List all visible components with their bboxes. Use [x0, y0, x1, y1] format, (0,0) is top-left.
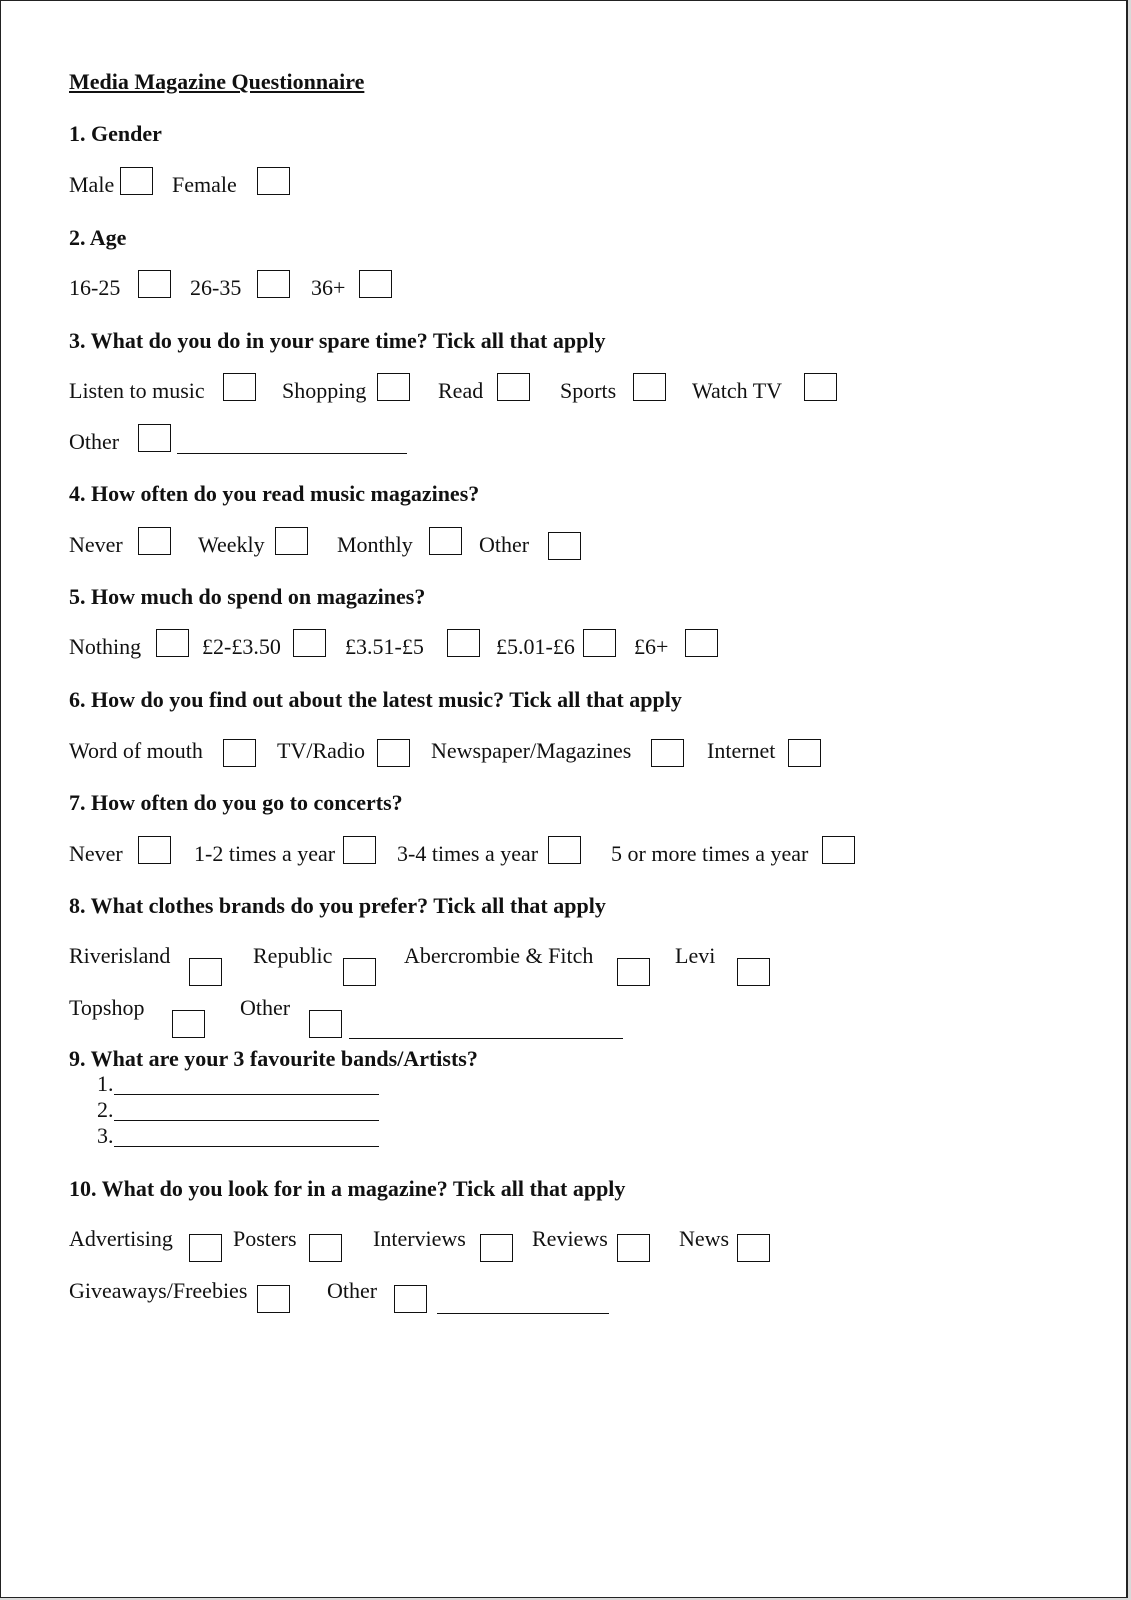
- checkbox-topshop[interactable]: [172, 1010, 205, 1038]
- other-spare-time-write-in-line[interactable]: [177, 453, 407, 454]
- checkbox-news[interactable]: [737, 1234, 770, 1262]
- checkbox-26-35[interactable]: [257, 270, 290, 298]
- checkbox-6-plus[interactable]: [685, 629, 718, 657]
- favourite-band-2-line[interactable]: [114, 1120, 379, 1121]
- option-label-5-01-to-6: £5.01-£6: [496, 634, 575, 659]
- checkbox-monthly[interactable]: [429, 527, 462, 555]
- option-label-internet: Internet: [707, 738, 776, 763]
- question-2: 2. Age: [69, 225, 127, 250]
- option-label-newspaper-magazines: Newspaper/Magazines: [431, 738, 632, 763]
- checkbox-republic[interactable]: [343, 958, 376, 986]
- option-label-shopping: Shopping: [282, 378, 367, 403]
- checkbox-male[interactable]: [120, 167, 153, 195]
- option-label-male: Male: [69, 172, 115, 197]
- option-label-giveaways-freebies: Giveaways/Freebies: [69, 1278, 248, 1303]
- question-4: 4. How often do you read music magazines?: [69, 481, 480, 506]
- question-1: 1. Gender: [69, 121, 162, 146]
- question-10: 10. What do you look for in a magazine? Tick all that apply: [69, 1176, 626, 1201]
- checkbox-5-01-to-6[interactable]: [583, 629, 616, 657]
- option-label-1-2-times: 1-2 times a year: [194, 841, 336, 866]
- option-label-other-brand: Other: [240, 995, 291, 1020]
- option-label-3-51-to-5: £3.51-£5: [345, 634, 424, 659]
- option-label-advertising: Advertising: [69, 1226, 173, 1251]
- option-label-listen-to-music: Listen to music: [69, 378, 205, 403]
- option-label-republic: Republic: [253, 943, 333, 968]
- checkbox-shopping[interactable]: [377, 373, 410, 401]
- option-label-other-magazine: Other: [327, 1278, 378, 1303]
- checkbox-other-spare-time[interactable]: [138, 424, 171, 452]
- favourite-band-3-line[interactable]: [114, 1146, 379, 1147]
- checkbox-16-25[interactable]: [138, 270, 171, 298]
- checkbox-nothing[interactable]: [156, 629, 189, 657]
- option-label-never-read: Never: [69, 532, 123, 557]
- checkbox-advertising[interactable]: [189, 1234, 222, 1262]
- question-5: 5. How much do spend on magazines?: [69, 584, 426, 609]
- checkbox-word-of-mouth[interactable]: [223, 739, 256, 767]
- checkbox-watch-tv[interactable]: [804, 373, 837, 401]
- question-9: 9. What are your 3 favourite bands/Artists?: [69, 1046, 478, 1071]
- checkbox-5-or-more-times[interactable]: [822, 836, 855, 864]
- checkbox-levi[interactable]: [737, 958, 770, 986]
- checkbox-36-plus[interactable]: [359, 270, 392, 298]
- option-label-other-frequency: Other: [479, 532, 530, 557]
- option-label-3-4-times: 3-4 times a year: [397, 841, 539, 866]
- option-label-levi: Levi: [675, 943, 716, 968]
- option-label-other-spare-time: Other: [69, 429, 120, 454]
- checkbox-newspaper-magazines[interactable]: [651, 739, 684, 767]
- page-title: Media Magazine Questionnaire: [69, 69, 365, 94]
- option-label-nothing: Nothing: [69, 634, 142, 659]
- option-label-reviews: Reviews: [532, 1226, 608, 1251]
- option-label-sports: Sports: [560, 378, 617, 403]
- option-label-news: News: [679, 1226, 730, 1251]
- option-label-posters: Posters: [233, 1226, 297, 1251]
- checkbox-female[interactable]: [257, 167, 290, 195]
- checkbox-other-frequency[interactable]: [548, 532, 581, 560]
- checkbox-reviews[interactable]: [617, 1234, 650, 1262]
- favourite-band-1-line[interactable]: [114, 1094, 379, 1095]
- checkbox-3-4-times[interactable]: [548, 836, 581, 864]
- checkbox-2-to-3-50[interactable]: [293, 629, 326, 657]
- checkbox-listen-to-music[interactable]: [223, 373, 256, 401]
- checkbox-giveaways-freebies[interactable]: [257, 1285, 290, 1313]
- option-label-16-25: 16-25: [69, 275, 121, 300]
- option-label-watch-tv: Watch TV: [692, 378, 783, 403]
- checkbox-other-brand[interactable]: [309, 1010, 342, 1038]
- question-8: 8. What clothes brands do you prefer? Tick all that apply: [69, 893, 606, 918]
- option-label-26-35: 26-35: [190, 275, 242, 300]
- checkbox-read[interactable]: [497, 373, 530, 401]
- checkbox-other-magazine[interactable]: [394, 1285, 427, 1313]
- option-label-weekly: Weekly: [198, 532, 265, 557]
- checkbox-never-concerts[interactable]: [138, 836, 171, 864]
- checkbox-riverisland[interactable]: [189, 958, 222, 986]
- checkbox-abercrombie-fitch[interactable]: [617, 958, 650, 986]
- checkbox-internet[interactable]: [788, 739, 821, 767]
- option-label-riverisland: Riverisland: [69, 943, 171, 968]
- option-label-36-plus: 36+: [311, 275, 346, 300]
- option-label-monthly: Monthly: [337, 532, 413, 557]
- checkbox-sports[interactable]: [633, 373, 666, 401]
- option-label-topshop: Topshop: [69, 995, 145, 1020]
- option-label-tv-radio: TV/Radio: [277, 738, 365, 763]
- list-number-2: 2.: [97, 1097, 114, 1122]
- option-label-abercrombie-fitch: Abercrombie & Fitch: [404, 943, 594, 968]
- option-label-2-to-3-50: £2-£3.50: [202, 634, 281, 659]
- checkbox-posters[interactable]: [309, 1234, 342, 1262]
- checkbox-tv-radio[interactable]: [377, 739, 410, 767]
- option-label-interviews: Interviews: [373, 1226, 466, 1251]
- question-6: 6. How do you find out about the latest music? Tick all that apply: [69, 687, 682, 712]
- checkbox-never-read[interactable]: [138, 527, 171, 555]
- other-brand-write-in-line[interactable]: [349, 1038, 623, 1039]
- list-number-1: 1.: [97, 1071, 114, 1096]
- checkbox-1-2-times[interactable]: [343, 836, 376, 864]
- question-7: 7. How often do you go to concerts?: [69, 790, 403, 815]
- option-label-female: Female: [172, 172, 237, 197]
- other-magazine-write-in-line[interactable]: [437, 1313, 609, 1314]
- checkbox-interviews[interactable]: [480, 1234, 513, 1262]
- question-3: 3. What do you do in your spare time? Tick all that apply: [69, 328, 606, 353]
- checkbox-weekly[interactable]: [275, 527, 308, 555]
- option-label-read: Read: [438, 378, 484, 403]
- checkbox-3-51-to-5[interactable]: [447, 629, 480, 657]
- option-label-6-plus: £6+: [634, 634, 669, 659]
- list-number-3: 3.: [97, 1123, 114, 1148]
- option-label-5-or-more-times: 5 or more times a year: [611, 841, 809, 866]
- option-label-never-concerts: Never: [69, 841, 123, 866]
- option-label-word-of-mouth: Word of mouth: [69, 738, 203, 763]
